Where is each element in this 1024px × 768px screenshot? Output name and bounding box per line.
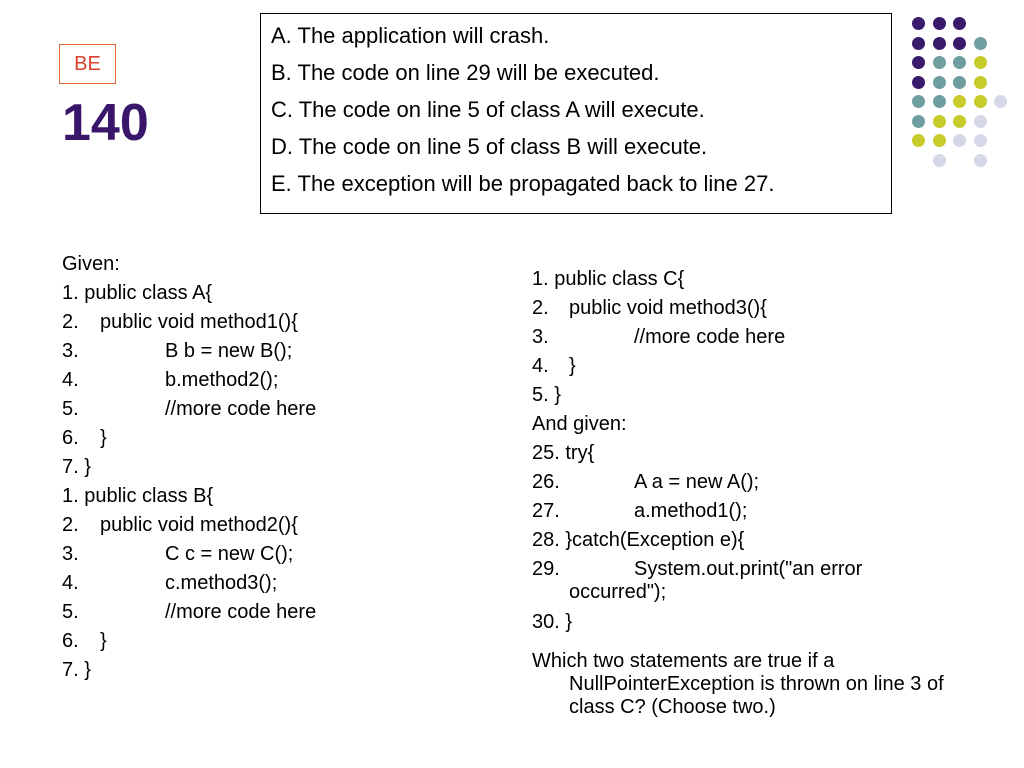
code-line bbox=[62, 395, 317, 424]
decorative-dot bbox=[953, 17, 966, 30]
decorative-dot bbox=[933, 115, 946, 128]
code-line-text: B b = new B(); bbox=[165, 340, 293, 362]
code-line-number: 5. } bbox=[532, 384, 561, 406]
code-line bbox=[62, 656, 213, 685]
decorative-dot bbox=[933, 17, 946, 30]
code-line-number: 3. bbox=[62, 543, 79, 565]
left-code-column bbox=[62, 250, 317, 685]
code-line-continuation: occurred"); bbox=[569, 581, 667, 603]
code-line bbox=[62, 598, 317, 627]
code-line-number: 3. bbox=[532, 326, 549, 348]
right-code-column bbox=[532, 265, 972, 719]
question-number: 140 bbox=[62, 94, 149, 152]
code-line bbox=[62, 279, 213, 308]
code-line-text: } bbox=[100, 630, 107, 652]
code-line-text: //more code here bbox=[165, 398, 317, 420]
decorative-dot bbox=[912, 95, 925, 108]
code-line-number: 4. bbox=[62, 369, 79, 391]
code-line bbox=[62, 453, 213, 482]
decorative-dot bbox=[953, 56, 966, 69]
decorative-dot bbox=[953, 76, 966, 89]
code-line bbox=[62, 366, 279, 395]
code-line bbox=[532, 526, 972, 555]
code-line bbox=[62, 569, 278, 598]
code-line bbox=[532, 497, 972, 526]
decorative-dot bbox=[953, 95, 966, 108]
code-line bbox=[62, 308, 298, 337]
code-line-text: A a = new A(); bbox=[634, 471, 760, 493]
decorative-dot bbox=[933, 95, 946, 108]
decorative-dot bbox=[974, 115, 987, 128]
code-line-number: 6. bbox=[62, 630, 79, 652]
code-line-number: 1. public class A{ bbox=[62, 282, 213, 304]
code-line-text: C c = new C(); bbox=[165, 543, 294, 565]
code-line-number: 25. try{ bbox=[532, 442, 595, 464]
code-line bbox=[62, 511, 298, 540]
decorative-dot bbox=[974, 37, 987, 50]
decorative-dot bbox=[994, 95, 1007, 108]
answer-options-box bbox=[260, 13, 892, 214]
decorative-dot bbox=[974, 134, 987, 147]
decorative-dot bbox=[912, 115, 925, 128]
code-line bbox=[62, 424, 213, 453]
code-line-text: } bbox=[100, 427, 107, 449]
code-line bbox=[532, 265, 972, 294]
code-line bbox=[532, 468, 972, 497]
code-line-text: b.method2(); bbox=[165, 369, 279, 391]
decorative-dot bbox=[933, 154, 946, 167]
code-line-number: 27. bbox=[532, 500, 560, 522]
code-line bbox=[532, 352, 972, 381]
code-line-number: 5. bbox=[62, 398, 79, 420]
answer-option-b: B. The code on line 29 will be executed. bbox=[271, 60, 660, 85]
decorative-dot bbox=[974, 56, 987, 69]
decorative-dot bbox=[933, 76, 946, 89]
code-line-text: //more code here bbox=[634, 326, 786, 348]
code-line bbox=[532, 439, 972, 468]
code-line bbox=[532, 381, 972, 410]
decorative-dot bbox=[912, 56, 925, 69]
and-given-label: And given: bbox=[532, 413, 627, 435]
decorative-dot bbox=[974, 95, 987, 108]
section-badge: BE bbox=[59, 44, 116, 84]
code-line-number: 7. } bbox=[62, 456, 91, 478]
code-line bbox=[532, 294, 972, 323]
decorative-dot bbox=[912, 76, 925, 89]
code-line-number: 4. bbox=[62, 572, 79, 594]
code-line bbox=[532, 323, 972, 352]
code-line bbox=[62, 482, 213, 511]
code-line-text: c.method3(); bbox=[165, 572, 278, 594]
code-line-text: System.out.print("an error bbox=[634, 558, 863, 580]
answer-option-a: A. The application will crash. bbox=[271, 23, 550, 48]
question-text: Which two statements are true if a NullPointerException is thrown on line 3 of class C? (Choose two.) bbox=[532, 650, 944, 718]
decorative-dot bbox=[933, 134, 946, 147]
code-line-number: 26. bbox=[532, 471, 560, 493]
code-line-text: a.method1(); bbox=[634, 500, 748, 522]
decorative-dot bbox=[933, 56, 946, 69]
code-line-number: 1. public class B{ bbox=[62, 485, 214, 507]
code-line-text: } bbox=[569, 355, 576, 377]
code-line-number: 5. bbox=[62, 601, 79, 623]
decorative-dot bbox=[953, 134, 966, 147]
decorative-dot bbox=[912, 37, 925, 50]
code-line-number: 6. bbox=[62, 427, 79, 449]
code-line-number: 2. bbox=[62, 311, 79, 333]
code-line bbox=[62, 627, 213, 656]
answer-option-e: E. The exception will be propagated back to line 27. bbox=[271, 171, 775, 196]
decorative-dot bbox=[953, 115, 966, 128]
code-line-number: 28. }catch(Exception e){ bbox=[532, 529, 745, 551]
code-line-number: 2. bbox=[62, 514, 79, 536]
code-line-number: 2. bbox=[532, 297, 549, 319]
code-line bbox=[62, 540, 294, 569]
code-line-text: public void method3(){ bbox=[569, 297, 767, 319]
decorative-dot bbox=[912, 134, 925, 147]
answer-option-d: D. The code on line 5 of class B will execute. bbox=[271, 134, 708, 159]
decorative-dot bbox=[912, 17, 925, 30]
code-line bbox=[62, 337, 293, 366]
given-label: Given: bbox=[62, 253, 120, 275]
code-line-number: 3. bbox=[62, 340, 79, 362]
code-line-30: 30. } bbox=[532, 611, 573, 633]
code-line-number: 4. bbox=[532, 355, 549, 377]
decorative-dot bbox=[974, 76, 987, 89]
decorative-dot bbox=[953, 37, 966, 50]
answer-option-c: C. The code on line 5 of class A will execute. bbox=[271, 97, 705, 122]
code-line-text: public void method2(){ bbox=[100, 514, 298, 536]
code-line-number: 7. } bbox=[62, 659, 91, 681]
decorative-dot bbox=[974, 154, 987, 167]
code-line-29 bbox=[532, 558, 972, 608]
code-line-text: //more code here bbox=[165, 601, 317, 623]
code-line-number: 29. bbox=[532, 558, 560, 580]
code-line-number: 1. public class C{ bbox=[532, 268, 685, 290]
decorative-dot bbox=[933, 37, 946, 50]
code-line-text: public void method1(){ bbox=[100, 311, 298, 333]
